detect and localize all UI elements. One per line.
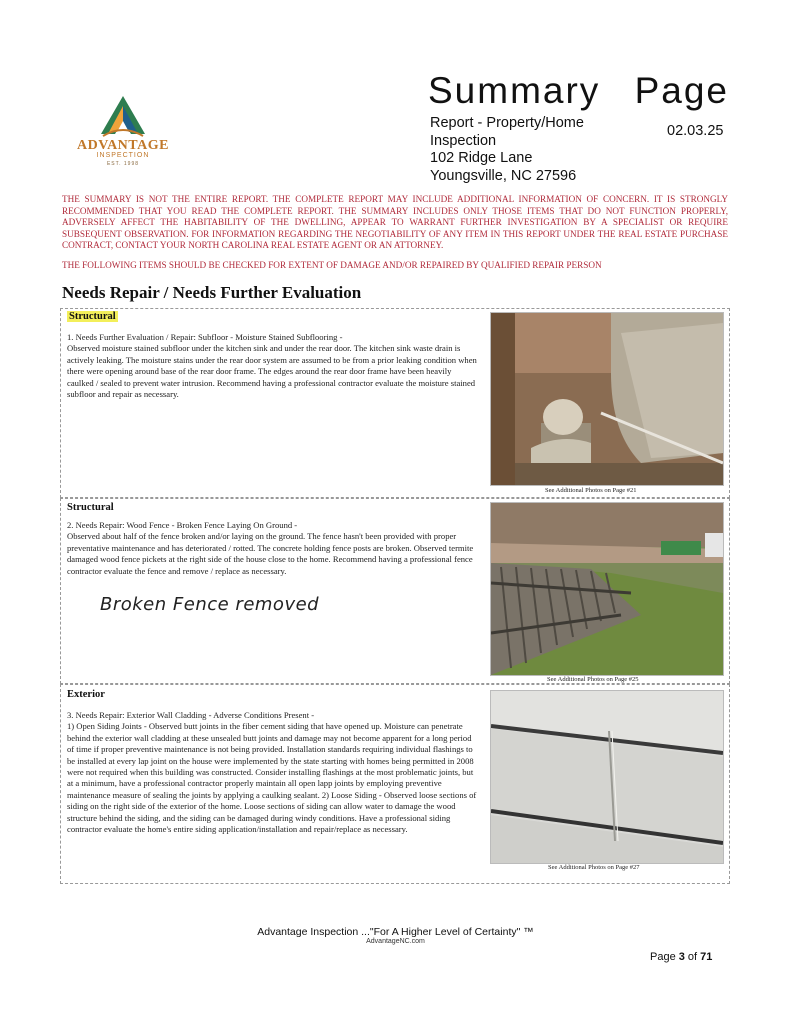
item-1-category-label: Structural [69,311,116,322]
item-3-title: 3. Needs Repair: Exterior Wall Cladding - Adverse Conditions Present - [67,710,315,720]
item-2-caption: See Additional Photos on Page #25 [547,676,639,683]
repair-disclaimer: THE FOLLOWING ITEMS SHOULD BE CHECKED FOR EXTENT OF DAMAGE AND/OR REPAIRED BY QUALIFIED REPAIR PERSON [62,260,602,270]
company-logo [93,94,153,140]
page-prefix: Page [650,951,679,963]
summary-disclaimer: THE SUMMARY IS NOT THE ENTIRE REPORT. THE COMPLETE REPORT MAY INCLUDE ADDITIONAL INFORMATION OF CONCERN. IT IS STRONGLY RECOMMENDED THAT YOU READ THE COMPLETE REPORT. THE SUMMARY INCLUDES ONLY THOSE ITEMS THAT DO NOT FUNCTION PROPERLY, ADVERSELY AFFECT THE HABITABILITY OF THE DWELLING, APPEAR TO WARRANT FURTHER INVESTIGATION BY A SPECIALIST OR REQUIRE SUBSEQUENT OBSERVATION. FOR INFORMATION REGARDING THE NEGOTIABILITY OF ANY ITEM IN THIS REPORT UNDER THE REAL ESTATE PURCHASE CONTRACT, CONTACT YOUR NORTH CAROLINA REAL ESTATE AGENT OR AN ATTORNEY. [62,194,728,250]
item-2-handwritten-note: Broken Fence removed [100,594,320,615]
page-number [650,951,712,963]
item-3-category: Exterior [67,689,105,700]
item-3-photo [490,690,724,864]
item-2-photo [490,502,724,676]
report-line-1: Report - Property/Home [430,115,584,131]
item-3-body: 1) Open Siding Joints - Observed butt joints in the fiber cement siding that have opened up. Moisture can penetrate behind the exterior wall cladding at these unsealed butt joints and damage may not become apparent for a long period of time if proper preventive maintenance is not being provided. Installation standards requiring individual flashings to be installed at every lap joint on the house were implemented by the state starting with homes being permitted in 2008 were not required when this building was constructed. Consider installing flashings at the most problematic joints, but at a minimum, have a professional contractor properly maintain all open lapp joints by employing preventive maintenance measure of sealing the joints by applying a caulking sealant. 2) Loose Siding - Observed loose sections of siding on the right side of the exterior of the home. Loose sections of siding can allow water to damage the wood structure behind the siding, and the siding can be damaged during windy conditions. Have a professional siding contractor evaluate the home's entire siding application/installation and repair/replace as necessary. [67,721,477,835]
item-3-text [67,710,479,835]
address-line-2: Youngsville, NC 27596 [430,167,577,184]
logo-name: ADVANTAGE [77,138,169,153]
page-total: 71 [700,951,713,963]
item-1-title: 1. Needs Further Evaluation / Repair: Subfloor - Moisture Stained Subflooring - [67,332,343,342]
item-1-body: Observed moisture stained subfloor under the kitchen sink and under the rear door. The kitchen sink waste drain is actively leaking. The moisture stains under the rear door system are assumed to be from a prior leaking condition when there were opening around base of the rear door frame. The edges around the rear door frame have been heavily caulked / sealed to prevent water intrusion. Recommend having a professional contractor evaluate the moisture stained subfloor and repair as necessary. [67,343,477,400]
logo-est: EST. 1998 [106,161,140,167]
item-2-category: Structural [67,502,114,513]
item-1-caption: See Additional Photos on Page #21 [545,487,637,494]
page-mid: of [684,951,701,963]
item-1-category [67,311,118,322]
report-date: 02.03.25 [667,123,724,139]
footer-url: AdvantageNC.com [366,938,425,945]
logo-sub: INSPECTION [96,152,150,159]
section-title: Needs Repair / Needs Further Evaluation [62,283,362,302]
item-2-text [67,520,479,577]
item-1-text [67,332,479,400]
item-1-photo [490,312,724,486]
address-line-1: 102 Ridge Lane [430,150,533,166]
report-info [430,115,630,185]
page-current: 3 [678,951,685,963]
report-line-2: Inspection [430,132,497,149]
item-3-caption: See Additional Photos on Page #27 [548,864,640,871]
item-2-body: Observed about half of the fence broken and/or laying on the ground. The fence hasn't been provided with proper preventative maintenance and has deteriorated / rotted. The concrete holding fence posts are broken. Observed termite damaged wood fence pickets at the right side of the house close to the home. Recommend having a professional fence contractor evaluate the fence and remove / replace as necessary. [67,531,474,576]
page-title: Summary Page [428,70,729,111]
footer-tagline: Advantage Inspection ..."For A Higher Level of Certainty" ™ [257,926,534,938]
item-2-title: 2. Needs Repair: Wood Fence - Broken Fence Laying On Ground - [67,520,298,530]
